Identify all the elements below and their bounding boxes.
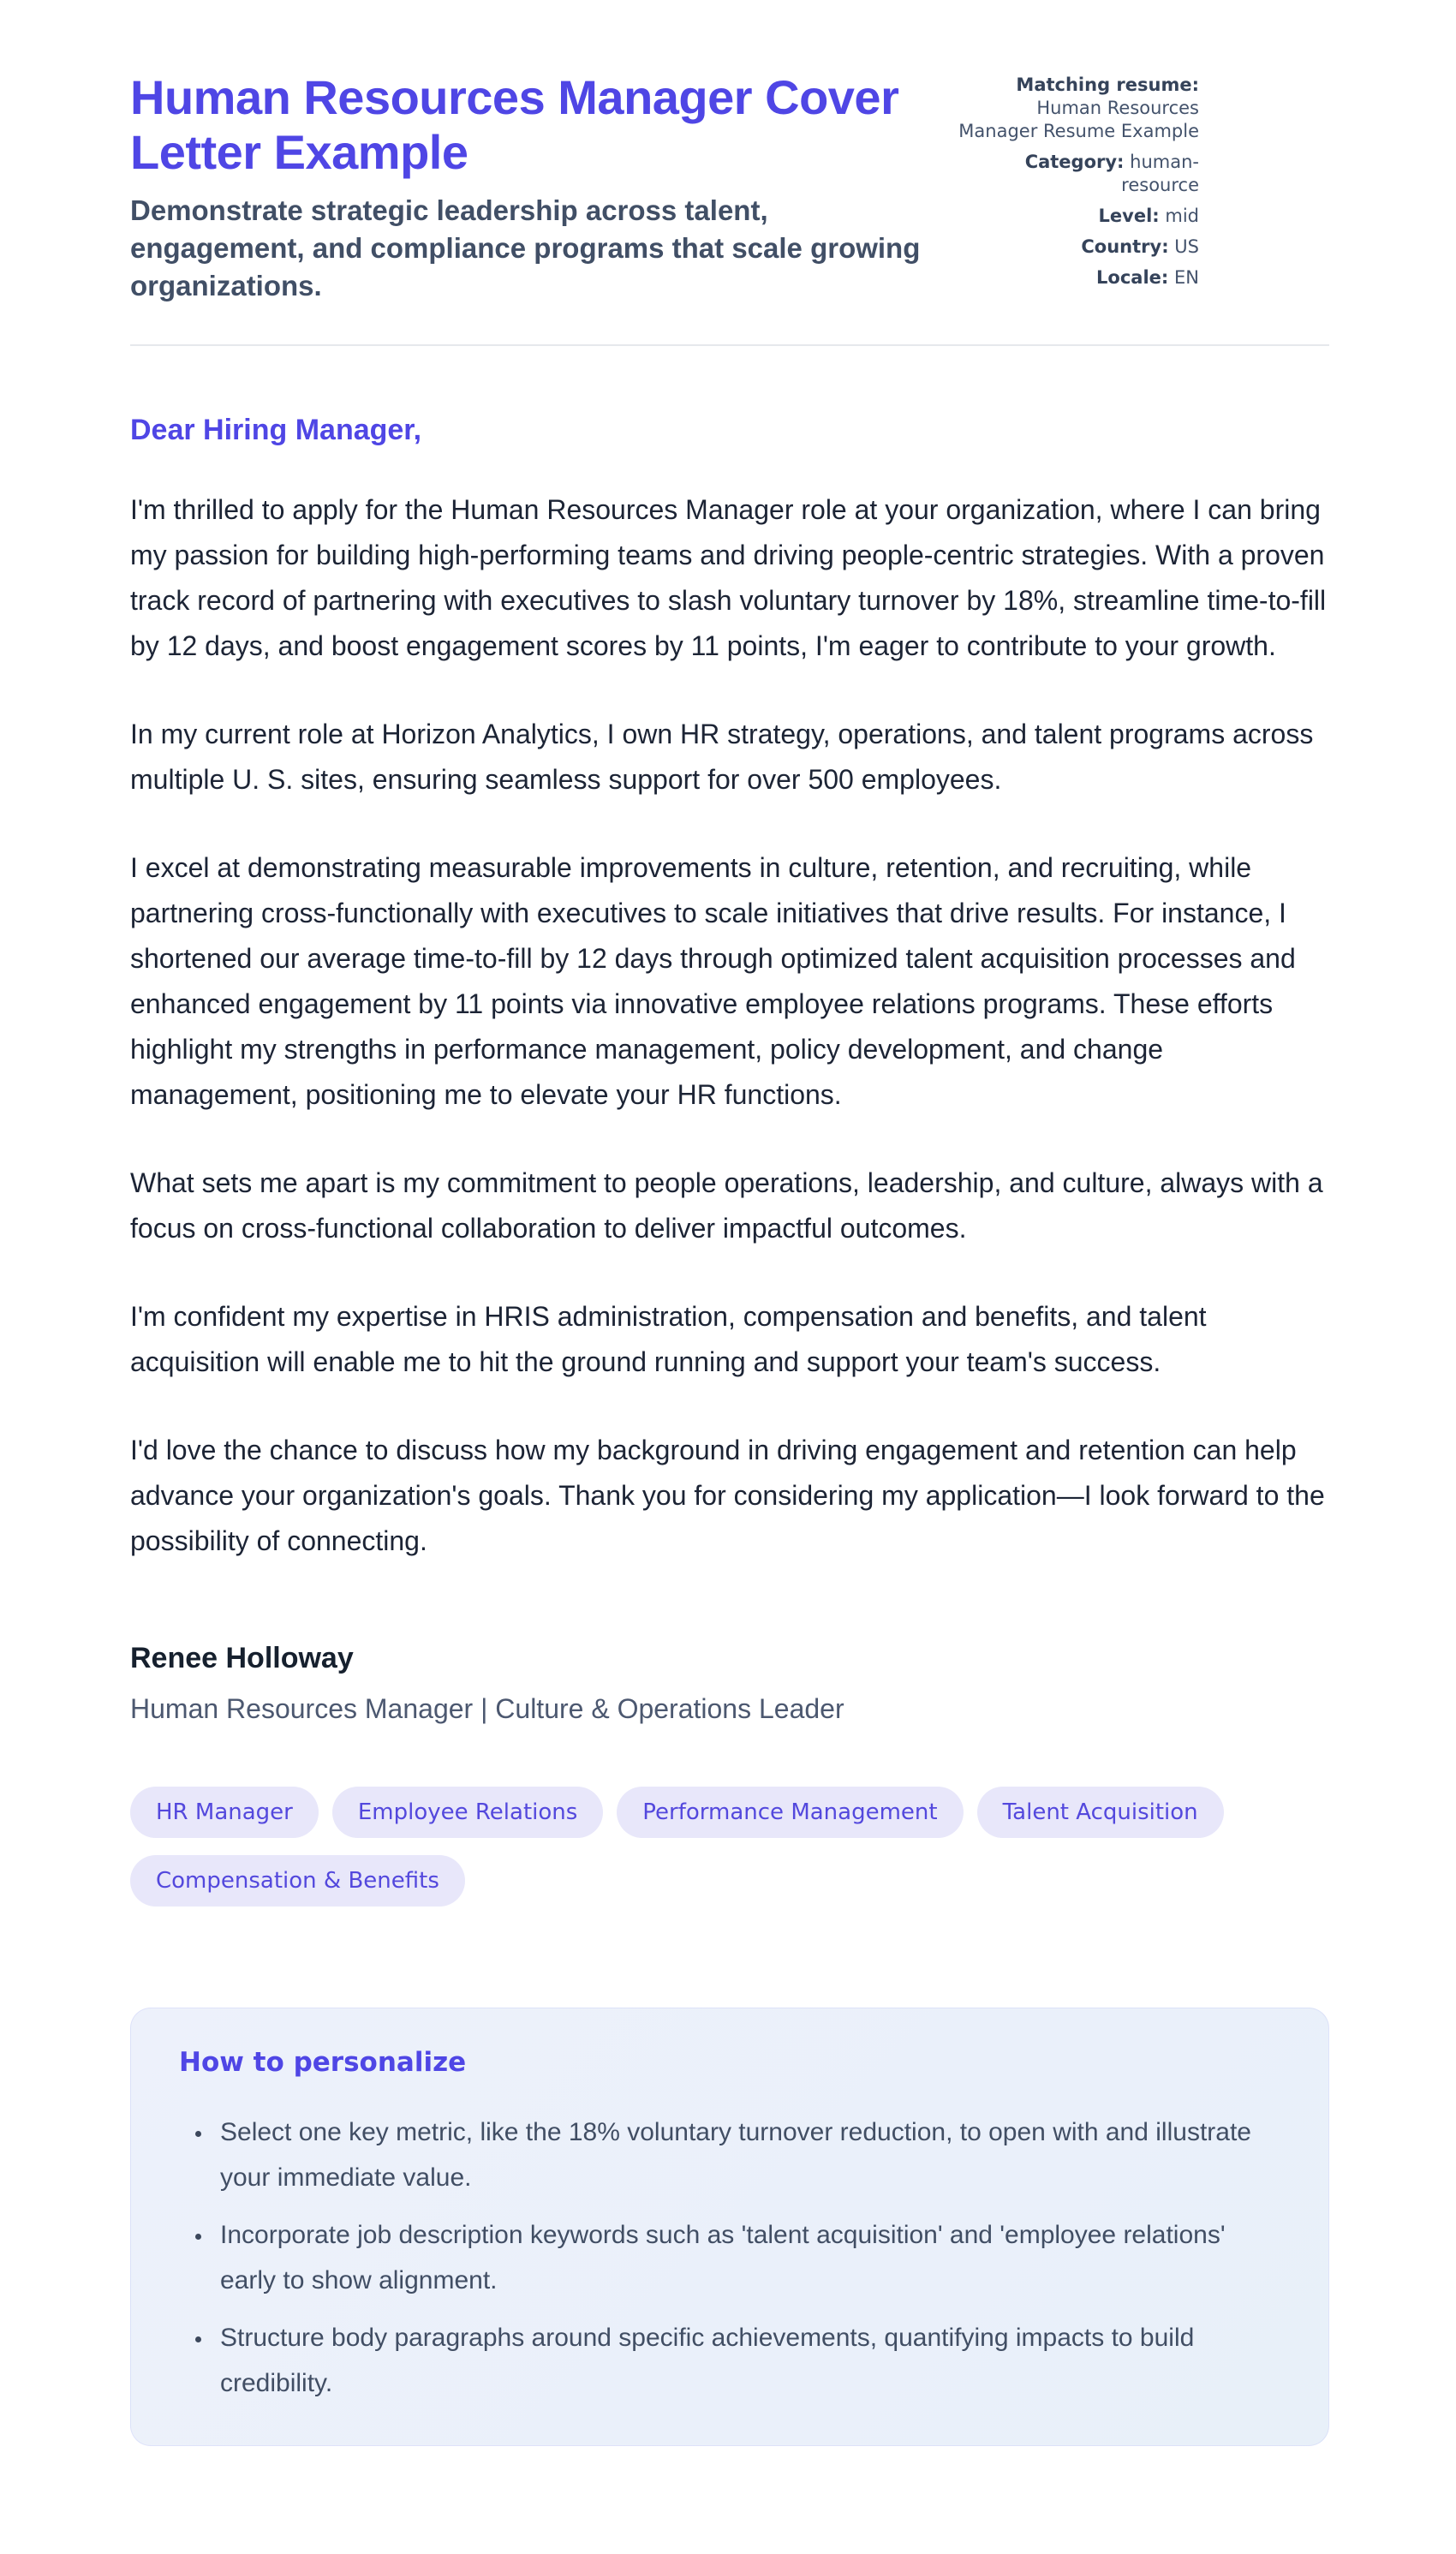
meta-locale [955, 266, 1199, 289]
meta-country [955, 236, 1199, 259]
meta-label: Matching resume: [1016, 75, 1199, 95]
letter-paragraph: I'd love the chance to discuss how my background in driving engagement and retention can help advance your organization's goals. Thank you for considering my application—I look forward to the possibility of connecting. [130, 1435, 1325, 1556]
personalize-tip: • Structure body paragraphs around specific achievements, quantifying impacts to build credibility. [213, 2315, 1280, 2406]
header-title-block [130, 70, 929, 305]
tag-employee-relations[interactable]: Employee Relations [332, 1787, 603, 1838]
skill-tag-list [130, 1787, 1244, 1907]
letter-paragraph: What sets me apart is my commitment to people operations, leadership, and culture, always with a focus on cross-functional collaboration to deliver impactful outcomes. [130, 1167, 1323, 1244]
meta-value: human-resource [1121, 152, 1199, 195]
signature-name: Renee Holloway [130, 1642, 354, 1674]
how-to-personalize-box [130, 2008, 1329, 2446]
page-header [130, 70, 1199, 305]
tag-hr-manager[interactable]: HR Manager [130, 1787, 319, 1838]
meta-value: Human Resources Manager Resume Example [958, 98, 1199, 141]
signature-role: Human Resources Manager | Culture & Operations Leader [130, 1693, 844, 1724]
meta-category [955, 151, 1199, 197]
tag-compensation-benefits[interactable]: Compensation & Benefits [130, 1855, 465, 1907]
resume-meta-panel [955, 70, 1199, 297]
letter-greeting: Dear Hiring Manager, [130, 414, 422, 446]
personalize-title: How to personalize [179, 2047, 467, 2078]
meta-value: mid [1165, 206, 1199, 226]
meta-label: Category: [1024, 152, 1125, 172]
letter-paragraph: I excel at demonstrating measurable improvements in culture, retention, and recruiting, while partnering cross-functionally with executives to scale initiatives that drive results. For instance, I shortened our average time-to-fill by 12 days through optimized talent acquisition processes and enhanced engagement by 11 points via innovative employee relations programs. These efforts highlight my strengths in performance management, policy development, and change management, positioning me to elevate your HR functions. [130, 852, 1296, 1110]
personalize-tip-list [179, 2109, 1280, 2406]
personalize-tip: • Select one key metric, like the 18% voluntary turnover reduction, to open with and illustrate your immediate value. [213, 2109, 1280, 2200]
meta-value: US [1174, 236, 1199, 257]
page-title: Human Resources Manager Cover Letter Example [130, 70, 899, 179]
meta-matching-resume [955, 74, 1199, 143]
meta-label: Level: [1098, 206, 1160, 226]
cover-letter-body [130, 408, 1329, 1732]
tag-performance-management[interactable]: Performance Management [617, 1787, 963, 1838]
tag-talent-acquisition[interactable]: Talent Acquisition [977, 1787, 1224, 1838]
meta-label: Country: [1081, 236, 1169, 257]
letter-paragraph: In my current role at Horizon Analytics, I own HR strategy, operations, and talent programs across multiple U. S. sites, ensuring seamless support for over 500 employees. [130, 719, 1314, 795]
meta-level [955, 205, 1199, 228]
letter-paragraph: I'm confident my expertise in HRIS administration, compensation and benefits, and talent acquisition will enable me to hit the ground running and support your team's success. [130, 1301, 1207, 1377]
header-divider [130, 344, 1329, 346]
meta-label: Locale: [1096, 267, 1169, 288]
personalize-tip: • Incorporate job description keywords such as 'talent acquisition' and 'employee relations' early to show alignment. [213, 2212, 1280, 2303]
meta-value: EN [1174, 267, 1199, 288]
letter-paragraph: I'm thrilled to apply for the Human Resources Manager role at your organization, where I can bring my passion for building high-performing teams and driving people-centric strategies. With a proven track record of partnering with executives to slash voluntary turnover by 18%, streamline time-to-fill by 12 days, and boost engagement scores by 11 points, I'm eager to contribute to your growth. [130, 494, 1327, 661]
page-subtitle: Demonstrate strategic leadership across talent, engagement, and compliance programs that scale growing organizations. [130, 194, 921, 301]
